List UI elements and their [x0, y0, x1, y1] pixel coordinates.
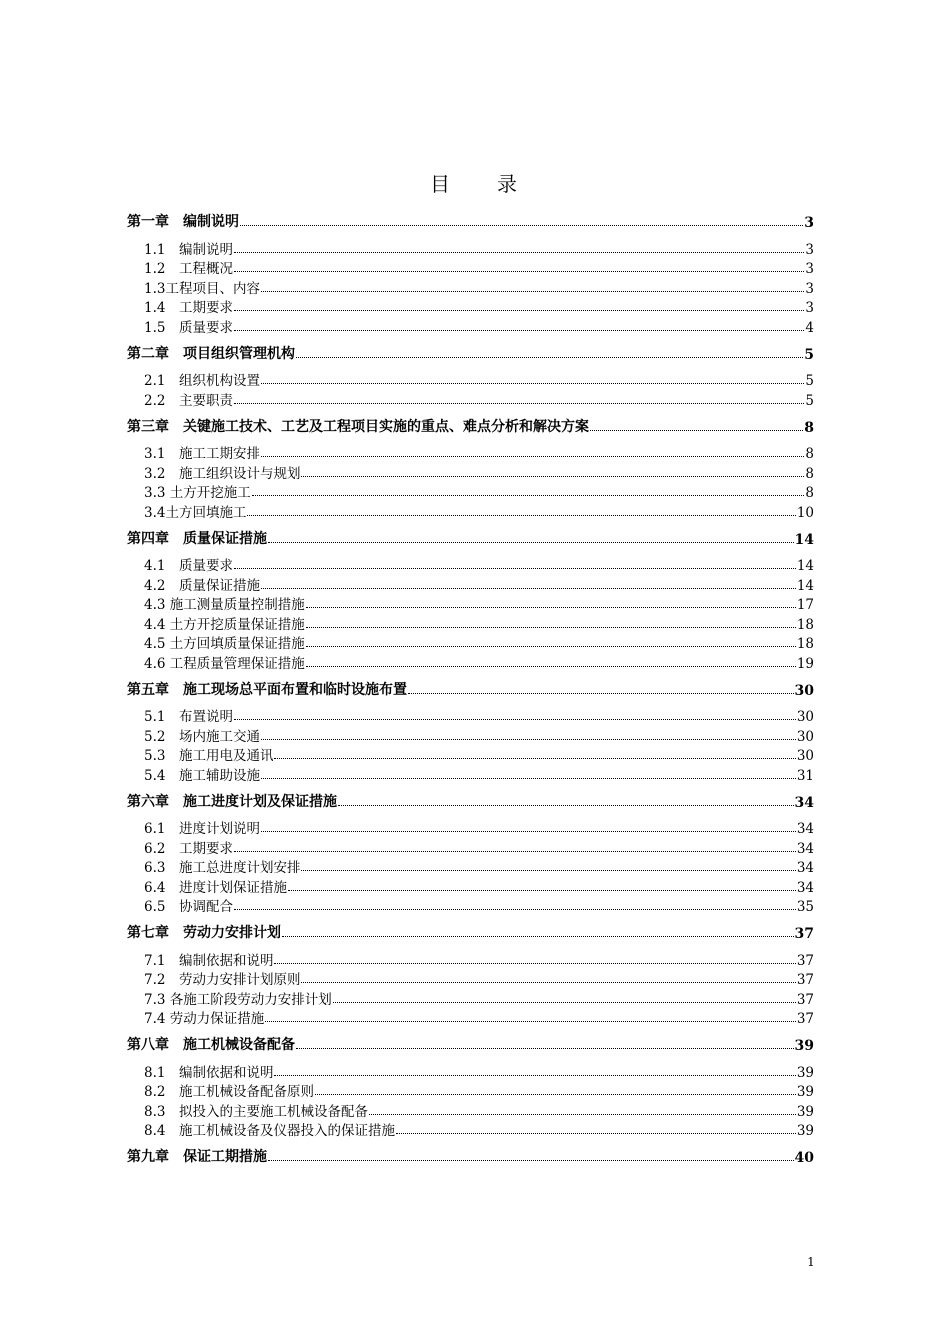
toc-entry-page: 37: [796, 1011, 814, 1027]
dot-leader: [338, 804, 794, 806]
toc-entry-label: 3.2 施工组织设计与规划: [144, 465, 301, 482]
toc-entry-page: 14: [794, 531, 814, 548]
toc-entry-label: 6.2 工期要求: [144, 840, 233, 857]
toc-entry-label: 6.4 进度计划保证措施: [144, 879, 287, 896]
toc-entry-page: 3: [805, 300, 814, 316]
dot-leader: [315, 1093, 796, 1095]
toc-chapter-entry[interactable]: [127, 416, 814, 436]
toc-entry-label: 1.3工程项目、内容: [144, 280, 260, 297]
toc-entry-page: 18: [796, 636, 814, 652]
toc-entry-label: 7.1 编制依据和说明: [144, 952, 274, 969]
toc-entry-page: 14: [796, 558, 814, 574]
toc-entry-page: 19: [796, 655, 814, 672]
toc-entry-label: 5.2 场内施工交通: [144, 728, 260, 745]
toc-entry-label: 7.4 劳动力保证措施: [144, 1011, 265, 1027]
toc-entry-page: 34: [796, 821, 814, 837]
toc-chapter-entry[interactable]: [127, 211, 814, 231]
toc-entry-label: 第九章 保证工期措施: [127, 1149, 267, 1165]
toc-entry-page: 30: [796, 709, 814, 725]
toc-entry-page: 37: [794, 926, 814, 942]
toc-section-entry[interactable]: [127, 764, 814, 784]
toc-section-entry[interactable]: [127, 725, 814, 745]
toc-entry-page: 34: [796, 840, 814, 857]
toc-entry-page: 37: [796, 991, 814, 1008]
toc-entry-page: 8: [805, 485, 814, 501]
toc-section-entry[interactable]: [127, 837, 814, 857]
toc-section-entry[interactable]: [127, 652, 814, 672]
page-number: 1: [807, 1255, 815, 1269]
toc-entry-page: 31: [796, 767, 814, 784]
toc-section-entry[interactable]: [127, 238, 814, 258]
toc-entry-label: 第四章 质量保证措施: [127, 530, 267, 547]
dot-leader: [274, 757, 795, 759]
toc-section-entry[interactable]: [127, 277, 814, 297]
toc-chapter-entry[interactable]: [127, 679, 814, 699]
toc-title-char-2: 录: [497, 172, 520, 196]
dot-leader: [301, 981, 795, 983]
toc-section-entry[interactable]: [127, 633, 814, 653]
toc-entry-label: 4.5 土方回填质量保证措施: [144, 636, 305, 652]
toc-title: [0, 168, 950, 197]
toc-entry-page: 37: [796, 972, 814, 988]
dot-leader: [268, 541, 794, 543]
toc-chapter-entry[interactable]: [127, 1034, 814, 1054]
toc-section-entry[interactable]: [127, 1081, 814, 1101]
toc-entry-page: 40: [794, 1150, 814, 1166]
toc-entry-page: 18: [796, 616, 814, 633]
toc-entry-label: 第六章 施工进度计划及保证措施: [127, 793, 337, 810]
toc-section-entry[interactable]: [127, 462, 814, 482]
toc-entry-page: 39: [796, 1103, 814, 1120]
toc-entry-page: 3: [805, 261, 814, 277]
toc-entry-label: 第七章 劳动力安排计划: [127, 925, 281, 941]
toc-entry-label: 8.1 编制依据和说明: [144, 1064, 274, 1081]
toc-entry-label: 第五章 施工现场总平面布置和临时设施布置: [127, 681, 407, 698]
toc-section-entry[interactable]: [127, 1100, 814, 1120]
toc-entry-label: 7.3 各施工阶段劳动力安排计划: [144, 991, 332, 1008]
toc-section-entry[interactable]: [127, 1061, 814, 1081]
dot-leader: [234, 270, 804, 272]
toc-section-entry[interactable]: [127, 988, 814, 1008]
dot-leader: [306, 645, 796, 647]
toc-section-entry[interactable]: [127, 896, 814, 916]
toc-entry-page: 34: [794, 794, 814, 811]
dot-leader: [265, 1020, 796, 1022]
toc-entry-page: 4: [805, 319, 814, 336]
toc-entry-page: 3: [805, 241, 814, 258]
toc-entry-page: 37: [796, 952, 814, 969]
toc-entry-page: 8: [805, 446, 814, 462]
toc-entry-page: 34: [796, 860, 814, 876]
toc-section-entry[interactable]: [127, 370, 814, 390]
toc-entry-label: 6.1 进度计划说明: [144, 821, 260, 837]
toc-section-entry[interactable]: [127, 876, 814, 896]
dot-leader: [234, 309, 804, 311]
dot-leader: [296, 356, 803, 358]
dot-leader: [261, 455, 804, 457]
toc-entry-label: 1.1 编制说明: [144, 241, 233, 258]
toc-entry-label: 第三章 关键施工技术、工艺及工程项目实施的重点、难点分析和解决方案: [127, 418, 589, 435]
toc-entry-page: 39: [794, 1038, 814, 1054]
toc-section-entry[interactable]: [127, 1008, 814, 1028]
dot-leader: [369, 1113, 796, 1115]
toc-section-entry[interactable]: [127, 482, 814, 502]
toc-entry-page: 3: [804, 215, 814, 231]
toc-entry-label: 4.4 土方开挖质量保证措施: [144, 616, 305, 633]
toc-entry-page: 17: [796, 597, 814, 613]
dot-leader: [234, 908, 796, 910]
dot-leader: [301, 869, 795, 871]
toc-entry-page: 34: [796, 879, 814, 896]
toc-entry-label: 4.1 质量要求: [144, 558, 233, 574]
toc-entry-page: 35: [796, 899, 814, 915]
dot-leader: [234, 850, 796, 852]
toc-entry-label: 3.1 施工工期安排: [144, 446, 260, 462]
toc-section-entry[interactable]: [127, 443, 814, 463]
toc-entry-label: 5.4 施工辅助设施: [144, 767, 260, 784]
toc-section-entry[interactable]: [127, 818, 814, 838]
toc-entry-label: 1.4 工期要求: [144, 300, 233, 316]
dot-leader: [282, 935, 794, 937]
dot-leader: [296, 1047, 794, 1049]
toc-entry-label: 8.3 拟投入的主要施工机械设备配备: [144, 1103, 368, 1120]
toc-chapter-entry[interactable]: [127, 791, 814, 811]
toc-entry-label: 第八章 施工机械设备配备: [127, 1037, 295, 1053]
toc-entry-page: 5: [805, 373, 814, 389]
dot-leader: [261, 777, 796, 779]
dot-leader: [306, 665, 796, 667]
toc-entry-label: 2.1 组织机构设置: [144, 373, 260, 389]
dot-leader: [274, 962, 795, 964]
toc-entry-label: 5.1 布置说明: [144, 709, 233, 725]
toc-entry-label: 4.3 施工测量质量控制措施: [144, 597, 305, 613]
toc-chapter-entry[interactable]: [127, 922, 814, 942]
dot-leader: [234, 251, 804, 253]
dot-leader: [240, 224, 803, 226]
toc-section-entry[interactable]: [127, 857, 814, 877]
dot-leader: [261, 587, 796, 589]
dot-leader: [252, 494, 805, 496]
dot-leader: [234, 718, 796, 720]
toc-chapter-entry[interactable]: [127, 343, 814, 363]
toc-section-entry[interactable]: [127, 969, 814, 989]
toc-entry-page: 39: [796, 1123, 814, 1139]
dot-leader: [301, 475, 804, 477]
toc-entry-page: 8: [804, 419, 814, 436]
toc-section-entry[interactable]: [127, 745, 814, 765]
dot-leader: [333, 1001, 796, 1003]
dot-leader: [234, 567, 796, 569]
toc-section-entry[interactable]: [127, 949, 814, 969]
toc-entry-label: 2.2 主要职责: [144, 392, 233, 409]
toc-entry-page: 3: [805, 280, 814, 297]
toc-section-entry[interactable]: [127, 389, 814, 409]
toc-entry-label: 8.2 施工机械设备配备原则: [144, 1084, 314, 1100]
toc-entry-label: 4.2 质量保证措施: [144, 577, 260, 594]
toc-section-entry[interactable]: [127, 501, 814, 521]
dot-leader: [306, 606, 796, 608]
toc-chapter-entry[interactable]: [127, 528, 814, 548]
toc-section-entry[interactable]: [127, 613, 814, 633]
toc-entry-label: 6.3 施工总进度计划安排: [144, 860, 301, 876]
dot-leader: [261, 290, 804, 292]
toc-section-entry[interactable]: [127, 555, 814, 575]
toc-entry-label: 第一章 编制说明: [127, 214, 239, 230]
toc-entry-page: 10: [796, 504, 814, 521]
dot-leader: [274, 1074, 795, 1076]
dot-leader: [396, 1132, 796, 1134]
toc-entry-page: 30: [796, 748, 814, 764]
toc-entry-label: 4.6 工程质量管理保证措施: [144, 655, 305, 672]
table-of-contents: [127, 211, 814, 1173]
dot-leader: [590, 429, 803, 431]
toc-entry-label: 5.3 施工用电及通讯: [144, 748, 274, 764]
toc-entry-page: 39: [796, 1064, 814, 1081]
toc-chapter-entry[interactable]: [127, 1146, 814, 1166]
toc-entry-page: 30: [794, 682, 814, 699]
toc-entry-label: 1.5 质量要求: [144, 319, 233, 336]
dot-leader: [288, 889, 796, 891]
dot-leader: [261, 738, 796, 740]
toc-section-entry[interactable]: [127, 706, 814, 726]
dot-leader: [408, 692, 794, 694]
dot-leader: [261, 382, 804, 384]
toc-entry-page: 14: [796, 577, 814, 594]
toc-title-char-1: 目: [430, 172, 453, 196]
toc-section-entry[interactable]: [127, 574, 814, 594]
toc-entry-label: 8.4 施工机械设备及仪器投入的保证措施: [144, 1123, 395, 1139]
dot-leader: [261, 830, 796, 832]
toc-entry-page: 30: [796, 728, 814, 745]
toc-entry-page: 5: [805, 392, 814, 409]
toc-section-entry[interactable]: [127, 297, 814, 317]
toc-entry-label: 3.3 土方开挖施工: [144, 485, 251, 501]
toc-section-entry[interactable]: [127, 316, 814, 336]
toc-entry-label: 3.4土方回填施工: [144, 504, 247, 521]
toc-entry-label: 7.2 劳动力安排计划原则: [144, 972, 301, 988]
toc-entry-label: 6.5 协调配合: [144, 899, 233, 915]
dot-leader: [247, 514, 795, 516]
dot-leader: [234, 329, 804, 331]
dot-leader: [306, 626, 796, 628]
toc-entry-page: 8: [805, 465, 814, 482]
toc-section-entry[interactable]: [127, 258, 814, 278]
toc-section-entry[interactable]: [127, 1120, 814, 1140]
toc-entry-label: 1.2 工程概况: [144, 261, 233, 277]
toc-entry-page: 5: [804, 346, 814, 363]
dot-leader: [234, 402, 804, 404]
toc-section-entry[interactable]: [127, 594, 814, 614]
dot-leader: [268, 1159, 794, 1161]
toc-entry-page: 39: [796, 1084, 814, 1100]
toc-entry-label: 第二章 项目组织管理机构: [127, 345, 295, 362]
